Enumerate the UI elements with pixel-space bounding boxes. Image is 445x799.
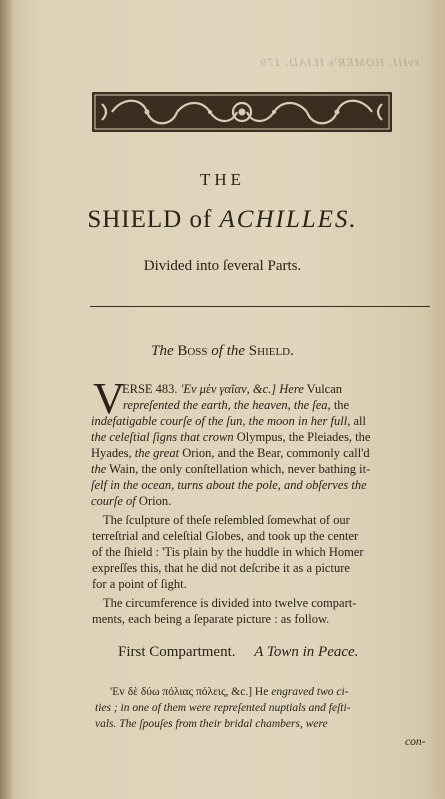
section-heading-the: The [151,343,174,359]
section-heading [0,343,445,360]
page-title [0,206,445,234]
horizontal-rule [90,306,430,307]
footnote-catchword: con- [405,736,426,748]
paragraph-line: expreſſes this, that he did not deſcribe it as a picture [92,561,350,575]
paragraph-line: The ſculpture of theſe reſembled ſomewhat of our [103,513,350,527]
bleed-through-text: xvIII. HOMER's ILIAD. 179 [259,55,420,69]
compartment-heading [118,644,358,661]
footnote-line: vals. The ſpouſes from their bridal chambers, were [95,718,328,730]
verse-line: the Wain, the only conſtellation which, never bathing it- [91,462,371,476]
drop-cap: V [93,374,125,423]
footnote-line: ties ; in one of them were repreſented nuptials and feſti- [95,702,351,714]
paragraph-line: for a point of ſight. [92,577,187,591]
compartment-subject: A Town in Peace. [254,644,359,660]
verse-line: repreſented the earth, the heaven, the ſea, the [123,398,350,412]
subtitle: Divided into ſeveral Parts. [143,258,302,274]
verse-line: indefatigable courſe of the ſun, the moon in her full, all [91,414,366,428]
paragraph-line: ments, each being a ſeparate picture : as follow. [92,612,330,626]
footnote-line: 'Ev δὲ δύω πόλιας πόλεις, &c.] He engraved two ci- [110,686,349,698]
verse-line: courſe of Orion. [91,494,172,508]
compartment-label: First Compartment. [118,644,236,660]
title-achilles: ACHILLES. [219,206,358,233]
verse-line: ſelf in the ocean, turns about the pole, and obſerves the [91,478,367,492]
title-the: THE [199,170,246,189]
verse-line: Hyades, the great Orion, and the Bear, commonly call'd [91,446,370,460]
page-gutter [0,0,14,799]
verse-line: the celeſtial ſigns that crown Olympus, the Pleiades, the [91,430,371,444]
section-heading-shield: Shield. [248,343,294,359]
ornamental-headpiece-icon [92,92,392,132]
title-shield-of: SHIELD of [87,206,220,233]
section-heading-of-the: of the [211,343,246,359]
paragraph-line: terreſtrial and celeſtial Globes, and took up the center [92,529,359,543]
paragraph-line: of the ſhield : 'Tis plain by the huddle in which Homer [92,545,364,559]
section-heading-boss: Boss [177,343,208,359]
verse-line: ERSE 483. 'Ev μὲν γαῖαν, &c.] Here Vulcan [122,382,343,396]
paragraph-line: The circumference is divided into twelve compart- [103,596,357,610]
